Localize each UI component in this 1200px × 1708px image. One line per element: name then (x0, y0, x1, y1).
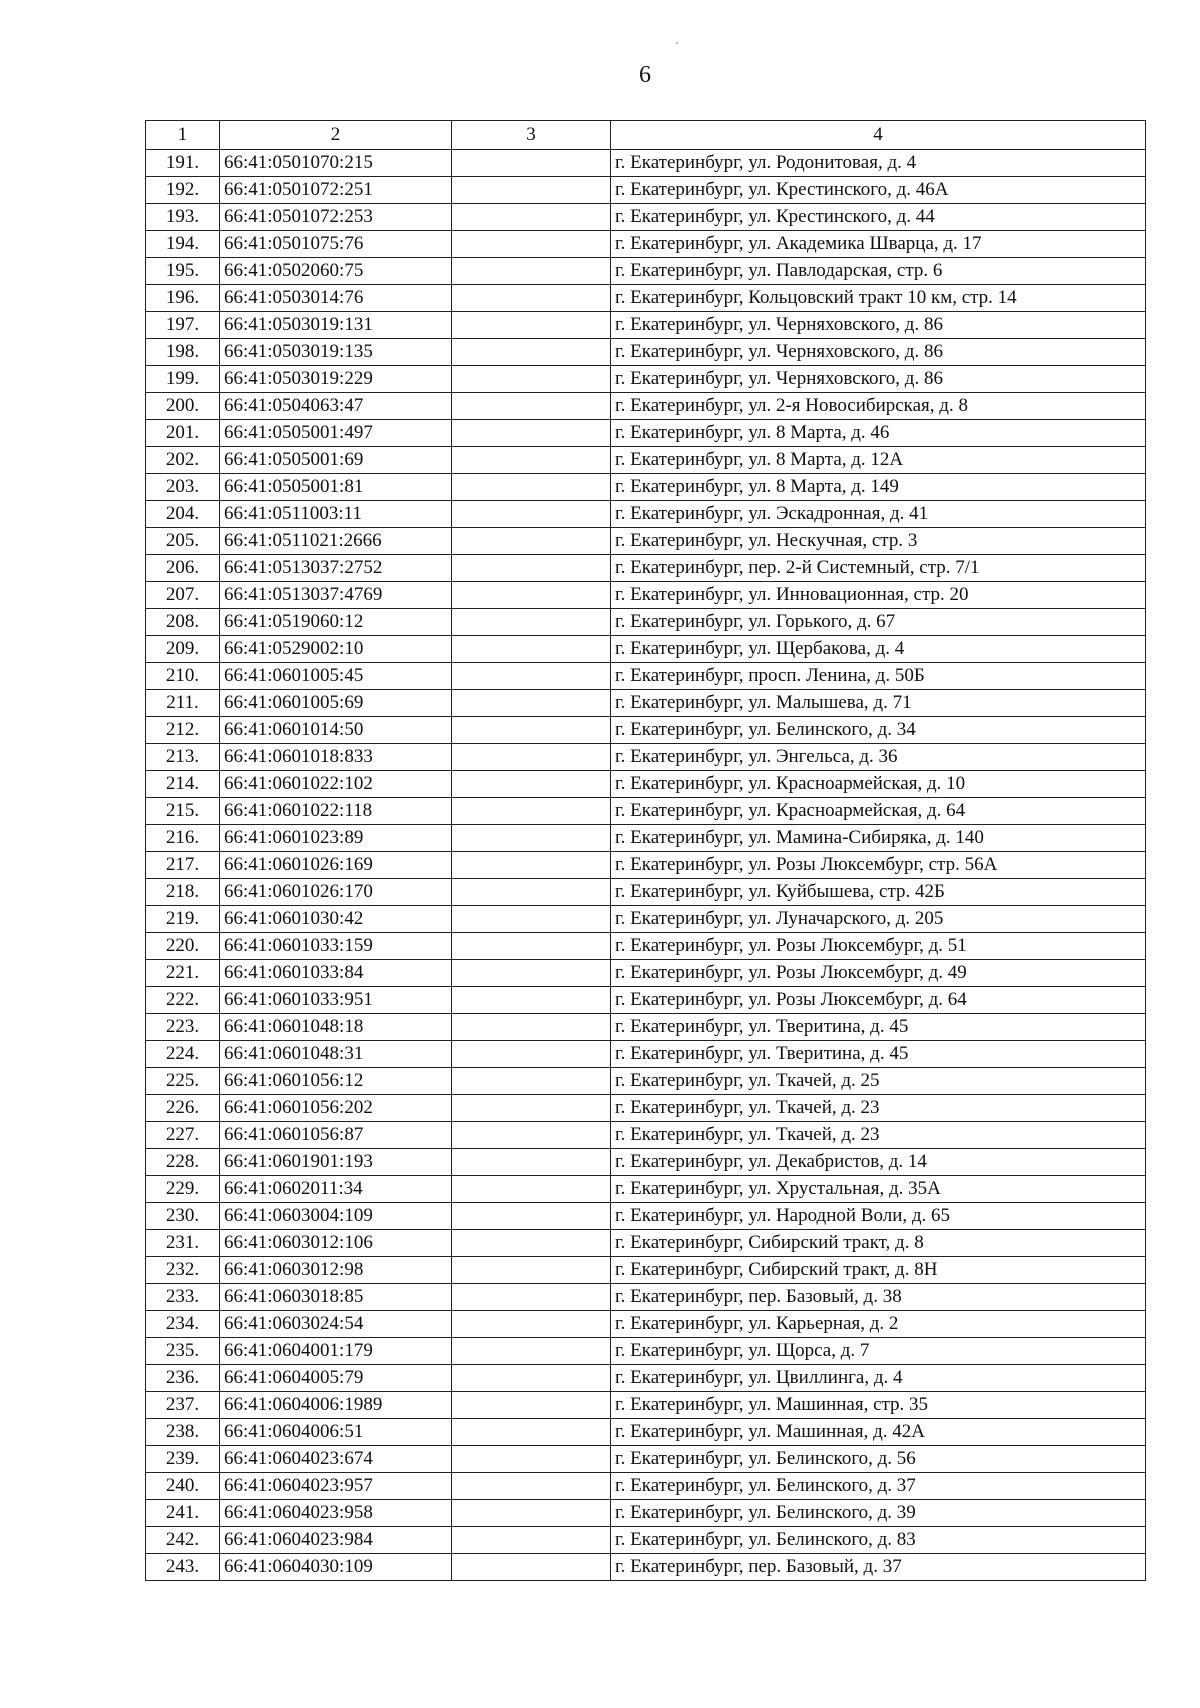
row-number-cell: 208. (146, 609, 220, 636)
column-3-cell (452, 933, 611, 960)
table-row (146, 1095, 1146, 1122)
column-3-cell (452, 906, 611, 933)
scan-speck (676, 42, 678, 44)
cadastral-number-cell: 66:41:0513037:4769 (220, 582, 452, 609)
table-row (146, 582, 1146, 609)
row-number-cell: 241. (146, 1500, 220, 1527)
cadastral-number-cell: 66:41:0601901:193 (220, 1149, 452, 1176)
row-number-cell: 215. (146, 798, 220, 825)
table-row (146, 1554, 1146, 1581)
address-cell: г. Екатеринбург, ул. Карьерная, д. 2 (611, 1311, 1146, 1338)
table-row (146, 1365, 1146, 1392)
table-row (146, 1338, 1146, 1365)
column-3-cell (452, 663, 611, 690)
address-cell: г. Екатеринбург, ул. Горького, д. 67 (611, 609, 1146, 636)
column-3-cell (452, 420, 611, 447)
cadastral-number-cell: 66:41:0602011:34 (220, 1176, 452, 1203)
cadastral-number-cell: 66:41:0503019:229 (220, 366, 452, 393)
address-cell: г. Екатеринбург, ул. Павлодарская, стр. 6 (611, 258, 1146, 285)
cadastral-number-cell: 66:41:0513037:2752 (220, 555, 452, 582)
column-3-cell (452, 798, 611, 825)
table-row (146, 258, 1146, 285)
row-number-cell: 221. (146, 960, 220, 987)
address-cell: г. Екатеринбург, ул. Родонитовая, д. 4 (611, 150, 1146, 177)
column-3-cell (452, 609, 611, 636)
row-number-cell: 201. (146, 420, 220, 447)
table-row (146, 1500, 1146, 1527)
table-row (146, 447, 1146, 474)
column-3-cell (452, 555, 611, 582)
address-cell: г. Екатеринбург, ул. Машинная, стр. 35 (611, 1392, 1146, 1419)
row-number-cell: 222. (146, 987, 220, 1014)
address-cell: г. Екатеринбург, Сибирский тракт, д. 8Н (611, 1257, 1146, 1284)
address-cell: г. Екатеринбург, Кольцовский тракт 10 км, стр. 14 (611, 285, 1146, 312)
cadastral-number-cell: 66:41:0604023:957 (220, 1473, 452, 1500)
table-row (146, 1176, 1146, 1203)
cadastral-number-cell: 66:41:0604001:179 (220, 1338, 452, 1365)
table-row (146, 204, 1146, 231)
address-cell: г. Екатеринбург, ул. Белинского, д. 83 (611, 1527, 1146, 1554)
table-row (146, 1419, 1146, 1446)
cadastral-number-cell: 66:41:0503019:135 (220, 339, 452, 366)
column-3-cell (452, 150, 611, 177)
address-cell: г. Екатеринбург, ул. Нескучная, стр. 3 (611, 528, 1146, 555)
table-row (146, 1149, 1146, 1176)
row-number-cell: 219. (146, 906, 220, 933)
cadastral-number-cell: 66:41:0604023:984 (220, 1527, 452, 1554)
column-3-cell (452, 1446, 611, 1473)
row-number-cell: 216. (146, 825, 220, 852)
row-number-cell: 213. (146, 744, 220, 771)
row-number-cell: 226. (146, 1095, 220, 1122)
cadastral-number-cell: 66:41:0503014:76 (220, 285, 452, 312)
table-row (146, 933, 1146, 960)
row-number-cell: 233. (146, 1284, 220, 1311)
column-3-cell (452, 879, 611, 906)
row-number-cell: 231. (146, 1230, 220, 1257)
row-number-cell: 196. (146, 285, 220, 312)
table-row (146, 1230, 1146, 1257)
row-number-cell: 243. (146, 1554, 220, 1581)
cadastral-number-cell: 66:41:0601022:102 (220, 771, 452, 798)
column-3-cell (452, 231, 611, 258)
table-row (146, 1446, 1146, 1473)
cadastral-number-cell: 66:41:0604030:109 (220, 1554, 452, 1581)
cadastral-number-cell: 66:41:0504063:47 (220, 393, 452, 420)
table-row (146, 798, 1146, 825)
column-3-cell (452, 1014, 611, 1041)
table-row (146, 852, 1146, 879)
cadastral-number-cell: 66:41:0601030:42 (220, 906, 452, 933)
table-row (146, 501, 1146, 528)
address-cell: г. Екатеринбург, ул. 8 Марта, д. 149 (611, 474, 1146, 501)
address-cell: г. Екатеринбург, ул. Розы Люксембург, стр. 56А (611, 852, 1146, 879)
address-cell: г. Екатеринбург, ул. Щорса, д. 7 (611, 1338, 1146, 1365)
address-cell: г. Екатеринбург, ул. Декабристов, д. 14 (611, 1149, 1146, 1176)
address-cell: г. Екатеринбург, ул. Цвиллинга, д. 4 (611, 1365, 1146, 1392)
row-number-cell: 192. (146, 177, 220, 204)
cadastral-number-cell: 66:41:0603024:54 (220, 1311, 452, 1338)
table-row (146, 906, 1146, 933)
table-row (146, 1527, 1146, 1554)
column-3-cell (452, 1284, 611, 1311)
table-row (146, 528, 1146, 555)
column-3-cell (452, 501, 611, 528)
table-body (146, 150, 1146, 1581)
cadastral-number-cell: 66:41:0601022:118 (220, 798, 452, 825)
row-number-cell: 238. (146, 1419, 220, 1446)
cadastral-number-cell: 66:41:0601005:69 (220, 690, 452, 717)
address-cell: г. Екатеринбург, Сибирский тракт, д. 8 (611, 1230, 1146, 1257)
address-cell: г. Екатеринбург, ул. Академика Шварца, д. 17 (611, 231, 1146, 258)
address-cell: г. Екатеринбург, ул. Тверитина, д. 45 (611, 1014, 1146, 1041)
table-row (146, 960, 1146, 987)
column-3-cell (452, 1041, 611, 1068)
table-row (146, 1041, 1146, 1068)
table-row (146, 879, 1146, 906)
table-row (146, 1068, 1146, 1095)
row-number-cell: 228. (146, 1149, 220, 1176)
table-row (146, 231, 1146, 258)
cadastral-number-cell: 66:41:0601018:833 (220, 744, 452, 771)
row-number-cell: 229. (146, 1176, 220, 1203)
address-cell: г. Екатеринбург, просп. Ленина, д. 50Б (611, 663, 1146, 690)
cadastral-number-cell: 66:41:0601056:87 (220, 1122, 452, 1149)
address-cell: г. Екатеринбург, ул. Розы Люксембург, д. 51 (611, 933, 1146, 960)
address-cell: г. Екатеринбург, ул. Крестинского, д. 44 (611, 204, 1146, 231)
address-cell: г. Екатеринбург, ул. Энгельса, д. 36 (611, 744, 1146, 771)
column-3-cell (452, 1527, 611, 1554)
row-number-cell: 205. (146, 528, 220, 555)
cadastral-number-cell: 66:41:0502060:75 (220, 258, 452, 285)
cadastral-number-cell: 66:41:0501072:253 (220, 204, 452, 231)
row-number-cell: 209. (146, 636, 220, 663)
column-3-cell (452, 1203, 611, 1230)
table-row (146, 1392, 1146, 1419)
column-3-cell (452, 285, 611, 312)
address-cell: г. Екатеринбург, ул. Черняховского, д. 86 (611, 366, 1146, 393)
property-registry-table (145, 120, 1146, 1581)
row-number-cell: 214. (146, 771, 220, 798)
table-row (146, 1014, 1146, 1041)
table-row (146, 987, 1146, 1014)
table-row (146, 1122, 1146, 1149)
row-number-cell: 198. (146, 339, 220, 366)
address-cell: г. Екатеринбург, ул. Белинского, д. 39 (611, 1500, 1146, 1527)
column-3-cell (452, 960, 611, 987)
column-3-cell (452, 1068, 611, 1095)
table-row (146, 150, 1146, 177)
header-col-4: 4 (611, 121, 1146, 150)
column-3-cell (452, 717, 611, 744)
row-number-cell: 227. (146, 1122, 220, 1149)
row-number-cell: 211. (146, 690, 220, 717)
address-cell: г. Екатеринбург, ул. Мамина-Сибиряка, д. 140 (611, 825, 1146, 852)
row-number-cell: 232. (146, 1257, 220, 1284)
column-3-cell (452, 1500, 611, 1527)
column-3-cell (452, 1554, 611, 1581)
address-cell: г. Екатеринбург, ул. 8 Марта, д. 46 (611, 420, 1146, 447)
address-cell: г. Екатеринбург, ул. Щербакова, д. 4 (611, 636, 1146, 663)
column-3-cell (452, 1365, 611, 1392)
row-number-cell: 193. (146, 204, 220, 231)
row-number-cell: 223. (146, 1014, 220, 1041)
row-number-cell: 242. (146, 1527, 220, 1554)
column-3-cell (452, 771, 611, 798)
row-number-cell: 194. (146, 231, 220, 258)
table-row (146, 771, 1146, 798)
cadastral-number-cell: 66:41:0601056:12 (220, 1068, 452, 1095)
column-3-cell (452, 825, 611, 852)
address-cell: г. Екатеринбург, ул. Ткачей, д. 25 (611, 1068, 1146, 1095)
row-number-cell: 207. (146, 582, 220, 609)
cadastral-number-cell: 66:41:0603012:106 (220, 1230, 452, 1257)
row-number-cell: 225. (146, 1068, 220, 1095)
address-cell: г. Екатеринбург, ул. Белинского, д. 56 (611, 1446, 1146, 1473)
cadastral-number-cell: 66:41:0519060:12 (220, 609, 452, 636)
address-cell: г. Екатеринбург, ул. Черняховского, д. 86 (611, 339, 1146, 366)
row-number-cell: 240. (146, 1473, 220, 1500)
cadastral-number-cell: 66:41:0603004:109 (220, 1203, 452, 1230)
table-row (146, 312, 1146, 339)
table-row (146, 1257, 1146, 1284)
address-cell: г. Екатеринбург, пер. 2-й Системный, стр. 7/1 (611, 555, 1146, 582)
row-number-cell: 224. (146, 1041, 220, 1068)
page-number: 6 (639, 62, 651, 88)
table-row (146, 636, 1146, 663)
address-cell: г. Екатеринбург, ул. 8 Марта, д. 12А (611, 447, 1146, 474)
cadastral-number-cell: 66:41:0505001:81 (220, 474, 452, 501)
row-number-cell: 212. (146, 717, 220, 744)
address-cell: г. Екатеринбург, ул. Луначарского, д. 205 (611, 906, 1146, 933)
address-cell: г. Екатеринбург, ул. Красноармейская, д. 10 (611, 771, 1146, 798)
address-cell: г. Екатеринбург, ул. Народной Воли, д. 65 (611, 1203, 1146, 1230)
cadastral-number-cell: 66:41:0505001:69 (220, 447, 452, 474)
column-3-cell (452, 1176, 611, 1203)
address-cell: г. Екатеринбург, ул. Красноармейская, д. 64 (611, 798, 1146, 825)
cadastral-number-cell: 66:41:0604006:1989 (220, 1392, 452, 1419)
column-3-cell (452, 636, 611, 663)
table-row (146, 1473, 1146, 1500)
column-3-cell (452, 1392, 611, 1419)
cadastral-number-cell: 66:41:0601048:18 (220, 1014, 452, 1041)
address-cell: г. Екатеринбург, ул. Инновационная, стр. 20 (611, 582, 1146, 609)
cadastral-number-cell: 66:41:0501072:251 (220, 177, 452, 204)
cadastral-number-cell: 66:41:0604023:958 (220, 1500, 452, 1527)
cadastral-number-cell: 66:41:0601026:170 (220, 879, 452, 906)
column-3-cell (452, 447, 611, 474)
row-number-cell: 230. (146, 1203, 220, 1230)
cadastral-number-cell: 66:41:0503019:131 (220, 312, 452, 339)
row-number-cell: 203. (146, 474, 220, 501)
header-col-1: 1 (146, 121, 220, 150)
row-number-cell: 191. (146, 150, 220, 177)
row-number-cell: 202. (146, 447, 220, 474)
cadastral-number-cell: 66:41:0529002:10 (220, 636, 452, 663)
column-3-cell (452, 312, 611, 339)
column-3-cell (452, 1338, 611, 1365)
address-cell: г. Екатеринбург, ул. Эскадронная, д. 41 (611, 501, 1146, 528)
row-number-cell: 239. (146, 1446, 220, 1473)
column-3-cell (452, 177, 611, 204)
table-row (146, 1203, 1146, 1230)
column-3-cell (452, 1419, 611, 1446)
table-row (146, 744, 1146, 771)
row-number-cell: 217. (146, 852, 220, 879)
cadastral-number-cell: 66:41:0501070:215 (220, 150, 452, 177)
table-row (146, 555, 1146, 582)
row-number-cell: 206. (146, 555, 220, 582)
cadastral-number-cell: 66:41:0604006:51 (220, 1419, 452, 1446)
column-3-cell (452, 987, 611, 1014)
table-row (146, 663, 1146, 690)
column-3-cell (452, 1122, 611, 1149)
table-row (146, 609, 1146, 636)
column-3-cell (452, 258, 611, 285)
address-cell: г. Екатеринбург, ул. Ткачей, д. 23 (611, 1122, 1146, 1149)
address-cell: г. Екатеринбург, ул. Хрустальная, д. 35А (611, 1176, 1146, 1203)
column-3-cell (452, 690, 611, 717)
table-row (146, 690, 1146, 717)
column-3-cell (452, 744, 611, 771)
cadastral-number-cell: 66:41:0601033:951 (220, 987, 452, 1014)
row-number-cell: 195. (146, 258, 220, 285)
column-3-cell (452, 1473, 611, 1500)
cadastral-number-cell: 66:41:0604023:674 (220, 1446, 452, 1473)
row-number-cell: 236. (146, 1365, 220, 1392)
row-number-cell: 218. (146, 879, 220, 906)
address-cell: г. Екатеринбург, ул. Куйбышева, стр. 42Б (611, 879, 1146, 906)
cadastral-number-cell: 66:41:0601056:202 (220, 1095, 452, 1122)
table-row (146, 393, 1146, 420)
column-3-cell (452, 339, 611, 366)
row-number-cell: 234. (146, 1311, 220, 1338)
column-3-cell (452, 528, 611, 555)
column-3-cell (452, 204, 611, 231)
row-number-cell: 237. (146, 1392, 220, 1419)
table-row (146, 366, 1146, 393)
column-3-cell (452, 852, 611, 879)
column-3-cell (452, 1257, 611, 1284)
address-cell: г. Екатеринбург, ул. Крестинского, д. 46А (611, 177, 1146, 204)
row-number-cell: 235. (146, 1338, 220, 1365)
address-cell: г. Екатеринбург, пер. Базовый, д. 38 (611, 1284, 1146, 1311)
row-number-cell: 204. (146, 501, 220, 528)
row-number-cell: 197. (146, 312, 220, 339)
column-3-cell (452, 393, 611, 420)
cadastral-number-cell: 66:41:0601048:31 (220, 1041, 452, 1068)
column-3-cell (452, 1149, 611, 1176)
column-3-cell (452, 1311, 611, 1338)
address-cell: г. Екатеринбург, ул. Машинная, д. 42А (611, 1419, 1146, 1446)
cadastral-number-cell: 66:41:0601033:159 (220, 933, 452, 960)
column-3-cell (452, 582, 611, 609)
cadastral-number-cell: 66:41:0601023:89 (220, 825, 452, 852)
table-header (146, 121, 1146, 150)
address-cell: г. Екатеринбург, ул. 2-я Новосибирская, д. 8 (611, 393, 1146, 420)
table-row (146, 339, 1146, 366)
address-cell: г. Екатеринбург, ул. Белинского, д. 34 (611, 717, 1146, 744)
address-cell: г. Екатеринбург, ул. Розы Люксембург, д. 49 (611, 960, 1146, 987)
cadastral-number-cell: 66:41:0601014:50 (220, 717, 452, 744)
table-row (146, 717, 1146, 744)
row-number-cell: 199. (146, 366, 220, 393)
address-cell: г. Екатеринбург, ул. Тверитина, д. 45 (611, 1041, 1146, 1068)
table-row (146, 825, 1146, 852)
table-row (146, 420, 1146, 447)
cadastral-number-cell: 66:41:0601005:45 (220, 663, 452, 690)
table-row (146, 177, 1146, 204)
table-row (146, 1311, 1146, 1338)
cadastral-number-cell: 66:41:0603018:85 (220, 1284, 452, 1311)
address-cell: г. Екатеринбург, ул. Белинского, д. 37 (611, 1473, 1146, 1500)
cadastral-number-cell: 66:41:0511003:11 (220, 501, 452, 528)
table-row (146, 285, 1146, 312)
cadastral-number-cell: 66:41:0511021:2666 (220, 528, 452, 555)
header-row (146, 121, 1146, 150)
cadastral-number-cell: 66:41:0501075:76 (220, 231, 452, 258)
address-cell: г. Екатеринбург, ул. Ткачей, д. 23 (611, 1095, 1146, 1122)
column-3-cell (452, 474, 611, 501)
address-cell: г. Екатеринбург, ул. Черняховского, д. 86 (611, 312, 1146, 339)
address-cell: г. Екатеринбург, пер. Базовый, д. 37 (611, 1554, 1146, 1581)
column-3-cell (452, 366, 611, 393)
column-3-cell (452, 1230, 611, 1257)
cadastral-number-cell: 66:41:0505001:497 (220, 420, 452, 447)
header-col-3: 3 (452, 121, 611, 150)
row-number-cell: 200. (146, 393, 220, 420)
address-cell: г. Екатеринбург, ул. Розы Люксембург, д. 64 (611, 987, 1146, 1014)
cadastral-number-cell: 66:41:0601033:84 (220, 960, 452, 987)
row-number-cell: 220. (146, 933, 220, 960)
table-row (146, 474, 1146, 501)
cadastral-number-cell: 66:41:0603012:98 (220, 1257, 452, 1284)
column-3-cell (452, 1095, 611, 1122)
address-cell: г. Екатеринбург, ул. Малышева, д. 71 (611, 690, 1146, 717)
table-row (146, 1284, 1146, 1311)
row-number-cell: 210. (146, 663, 220, 690)
cadastral-number-cell: 66:41:0604005:79 (220, 1365, 452, 1392)
cadastral-number-cell: 66:41:0601026:169 (220, 852, 452, 879)
header-col-2: 2 (220, 121, 452, 150)
